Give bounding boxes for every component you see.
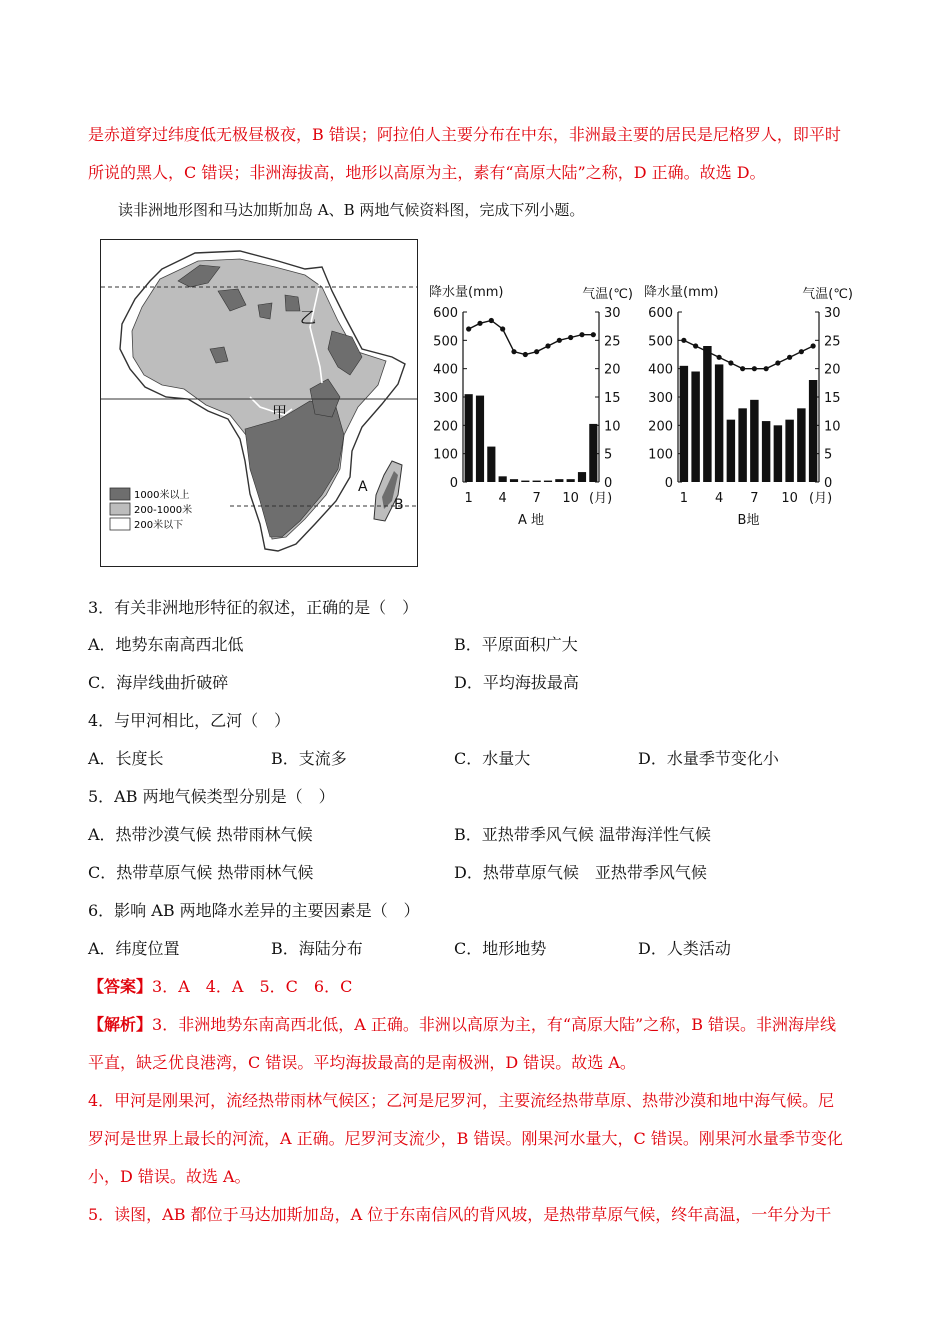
question-6-option-a[interactable]: A．纬度位置 — [88, 939, 180, 958]
precip-tick-label: 400 — [648, 362, 673, 378]
temp-tick-label: 10 — [824, 419, 841, 435]
question-5-stem: 5．AB 两地气候类型分别是（ ） — [88, 787, 335, 806]
analysis-line-1 — [88, 1012, 836, 1035]
africa-terrain-map — [100, 239, 418, 567]
question-6-option-c[interactable]: C．地形地势 — [454, 939, 547, 958]
analysis-text-1: 3．非洲地势东南高西北低，A 正确。非洲以高原为主，有“高原大陆”之称，B 错误。非洲海岸线 — [152, 1015, 837, 1034]
legend-swatch-high — [110, 488, 130, 500]
precip-axis-title: 降水量(mm) — [429, 285, 504, 300]
label-b: B — [394, 497, 404, 513]
analysis-line-3: 4．甲河是刚果河，流经热带雨林气候区；乙河是尼罗河，主要流经热带草原、热带沙漠和地中海气候。尼 — [88, 1091, 835, 1110]
question-5-option-c[interactable]: C．热带草原气候 热带雨林气候 — [88, 863, 314, 882]
temperature-line — [469, 321, 594, 355]
question-3-stem: 3．有关非洲地形特征的叙述，正确的是（ ） — [88, 598, 419, 617]
analysis-label: 【解析】 — [88, 1015, 153, 1034]
intro-line-2: 所说的黑人，C 错误；非洲海拔高，地形以高原为主，素有“高原大陆”之称，D 正确。故选 D。 — [88, 163, 766, 182]
answer-line — [88, 974, 352, 997]
question-6-stem: 6．影响 AB 两地降水差异的主要因素是（ ） — [88, 901, 420, 920]
precip-bar-month-11 — [578, 472, 586, 482]
analysis-line-4: 罗河是世界上最长的河流，A 正确。尼罗河支流少，B 错误。刚果河水量大，C 错误。刚果河水量季节变化 — [88, 1129, 843, 1148]
month-unit-label: (月) — [809, 491, 833, 506]
chart-title: B地 — [737, 513, 760, 528]
precip-bar-month-3 — [487, 447, 495, 482]
temp-tick-label: 5 — [604, 447, 613, 463]
month-tick-label: 1 — [464, 491, 473, 506]
answer-label: 【答案】 — [88, 977, 153, 996]
precip-bar-month-5 — [727, 420, 735, 482]
temp-point-month-6 — [523, 352, 528, 357]
temp-tick-label: 0 — [824, 476, 833, 491]
precip-tick-label: 500 — [433, 334, 458, 350]
legend-label-low: 200米以下 — [134, 520, 184, 531]
temp-point-month-3 — [489, 318, 494, 323]
precip-bar-month-8 — [762, 421, 770, 482]
precip-tick-label: 200 — [433, 419, 458, 435]
question-4-option-c[interactable]: C．水量大 — [454, 749, 531, 768]
temp-point-month-12 — [811, 343, 816, 348]
label-yi: 乙 — [300, 308, 317, 327]
prompt-text: 读非洲地形图和马达加斯加岛 A、B 两地气候资料图，完成下列小题。 — [118, 201, 585, 219]
label-jia: 甲 — [272, 403, 288, 421]
temp-point-month-6 — [740, 366, 745, 371]
question-3-option-d[interactable]: D．平均海拔最高 — [454, 673, 579, 692]
question-6-option-b[interactable]: B．海陆分布 — [271, 939, 363, 958]
question-5-option-a[interactable]: A．热带沙漠气候 热带雨林气候 — [88, 825, 313, 844]
precip-bar-month-3 — [703, 346, 711, 482]
precip-bar-month-12 — [809, 380, 817, 482]
intro-line-1: 是赤道穿过纬度低无极昼极夜，B 错误；阿拉伯人主要分布在中东，非洲最主要的居民是尼格罗人，即平时 — [88, 125, 841, 144]
question-5-option-d[interactable]: D．热带草原气候 亚热带季风气候 — [454, 863, 707, 882]
month-unit-label: (月) — [589, 491, 613, 506]
temp-point-month-1 — [681, 338, 686, 343]
question-4-option-b[interactable]: B．支流多 — [271, 749, 347, 768]
temp-tick-label: 15 — [824, 391, 841, 406]
precip-bar-month-6 — [738, 408, 746, 482]
question-6-option-d[interactable]: D．人类活动 — [638, 939, 731, 958]
month-tick-label: 4 — [498, 491, 507, 506]
precip-bar-month-1 — [465, 394, 473, 482]
precip-bar-month-12 — [589, 424, 597, 482]
chart-title: A 地 — [517, 513, 545, 528]
temp-tick-label: 20 — [824, 362, 841, 378]
region-high-tibesti — [285, 295, 300, 311]
temp-tick-label: 0 — [604, 476, 613, 491]
question-5-option-b[interactable]: B．亚热带季风气候 温带海洋性气候 — [454, 825, 711, 844]
precip-bar-month-5 — [510, 479, 518, 482]
question-3-option-c[interactable]: C．海岸线曲折破碎 — [88, 673, 229, 692]
precip-tick-label: 400 — [433, 362, 458, 378]
temp-point-month-8 — [764, 366, 769, 371]
temp-point-month-10 — [787, 355, 792, 360]
question-4-option-a[interactable]: A．长度长 — [88, 749, 164, 768]
label-a: A — [358, 479, 368, 495]
temp-point-month-10 — [568, 335, 573, 340]
precip-bar-month-9 — [774, 425, 782, 482]
temp-axis-title: 气温(℃) — [802, 287, 853, 302]
question-4-option-d[interactable]: D．水量季节变化小 — [638, 749, 779, 768]
analysis-line-2: 平直，缺乏优良港湾，C 错误。平均海拔最高的是南极洲，D 错误。故选 A。 — [88, 1053, 636, 1072]
temp-point-month-2 — [477, 321, 482, 326]
precip-bar-month-2 — [476, 396, 484, 482]
temp-tick-label: 10 — [604, 419, 621, 435]
temp-tick-label: 30 — [824, 306, 841, 321]
precip-bar-month-11 — [797, 408, 805, 482]
precip-bar-month-7 — [750, 400, 758, 482]
temp-point-month-4 — [500, 326, 505, 331]
precip-bar-month-4 — [715, 364, 723, 482]
climate-chart-a — [425, 278, 635, 533]
question-3-option-a[interactable]: A．地势东南高西北低 — [88, 635, 244, 654]
month-tick-label: 10 — [562, 491, 579, 506]
temp-tick-label: 15 — [604, 391, 621, 406]
temp-tick-label: 25 — [824, 334, 841, 350]
precip-tick-label: 0 — [664, 476, 673, 491]
temp-tick-label: 5 — [824, 447, 833, 463]
answer-text: 3．A 4．A 5．C 6．C — [152, 977, 353, 996]
precip-bar-month-7 — [533, 481, 541, 482]
month-tick-label: 7 — [750, 491, 759, 506]
precip-bar-month-8 — [544, 481, 552, 482]
temp-point-month-3 — [705, 349, 710, 354]
legend-swatch-mid — [110, 503, 130, 515]
temp-point-month-11 — [579, 332, 584, 337]
temp-point-month-12 — [591, 332, 596, 337]
temp-point-month-1 — [466, 326, 471, 331]
legend-label-mid: 200-1000米 — [134, 505, 193, 516]
precip-bar-month-2 — [691, 372, 699, 483]
precip-tick-label: 100 — [433, 447, 458, 463]
map-legend — [110, 488, 192, 531]
precip-tick-label: 600 — [433, 306, 458, 321]
precip-tick-label: 100 — [648, 447, 673, 463]
temp-point-month-7 — [752, 366, 757, 371]
temp-point-month-11 — [799, 349, 804, 354]
question-4-stem: 4．与甲河相比，乙河（ ） — [88, 711, 291, 730]
region-high-darfur — [258, 303, 272, 319]
temp-tick-label: 30 — [604, 306, 621, 321]
legend-label-high: 1000米以上 — [134, 490, 190, 501]
temp-point-month-8 — [545, 343, 550, 348]
temp-point-month-5 — [728, 360, 733, 365]
precip-bar-month-10 — [567, 479, 575, 482]
precip-tick-label: 600 — [648, 306, 673, 321]
question-3-option-b[interactable]: B．平原面积广大 — [454, 635, 578, 654]
precip-tick-label: 0 — [449, 476, 458, 491]
precip-tick-label: 300 — [433, 391, 458, 406]
precip-bar-month-6 — [521, 481, 529, 482]
temp-point-month-9 — [557, 338, 562, 343]
temp-point-month-4 — [717, 355, 722, 360]
temp-tick-label: 25 — [604, 334, 621, 350]
precip-tick-label: 500 — [648, 334, 673, 350]
precip-bar-month-9 — [555, 479, 563, 482]
precip-bar-month-10 — [785, 420, 793, 482]
month-tick-label: 1 — [679, 491, 689, 506]
analysis-line-6: 5．读图，AB 都位于马达加斯加岛，A 位于东南信风的背风坡，是热带草原气候，终年高温，一年分为干 — [88, 1205, 832, 1224]
month-tick-label: 7 — [532, 491, 541, 506]
precip-tick-label: 200 — [648, 419, 673, 435]
temp-point-month-7 — [534, 349, 539, 354]
temp-point-month-9 — [775, 360, 780, 365]
temp-point-month-5 — [511, 349, 516, 354]
analysis-line-5: 小，D 错误。故选 A。 — [88, 1167, 251, 1186]
temp-tick-label: 20 — [604, 362, 621, 378]
climate-chart-b — [640, 278, 855, 533]
precip-tick-label: 300 — [648, 391, 673, 406]
temp-axis-title: 气温(℃) — [582, 287, 633, 302]
precip-bar-month-4 — [499, 476, 507, 482]
temp-point-month-2 — [693, 343, 698, 348]
precip-bar-month-1 — [680, 366, 688, 482]
legend-swatch-low — [110, 518, 130, 530]
month-tick-label: 10 — [781, 491, 798, 506]
month-tick-label: 4 — [714, 491, 724, 506]
precip-axis-title: 降水量(mm) — [644, 285, 719, 300]
